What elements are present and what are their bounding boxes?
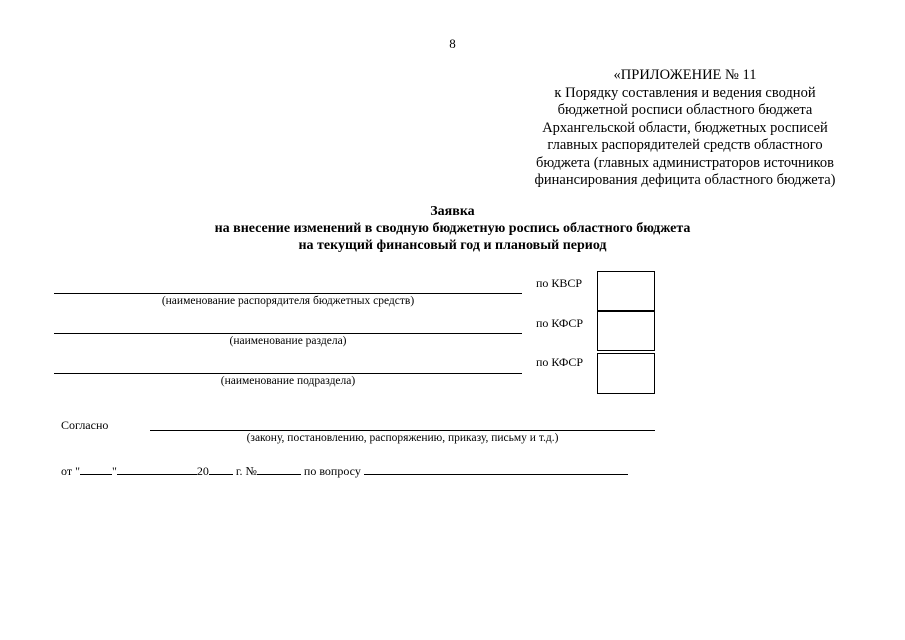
document-title bbox=[0, 203, 905, 254]
page-number: 8 bbox=[449, 36, 456, 51]
section-name-field[interactable] bbox=[54, 333, 522, 334]
month-field[interactable] bbox=[117, 462, 197, 475]
subsection-caption: (наименование подраздела) bbox=[220, 375, 356, 387]
title-line: Заявка bbox=[430, 204, 475, 219]
appendix-line: финансирования дефицита областного бюджета) bbox=[534, 172, 836, 188]
agreement-caption: (закону, постановлению, распоряжению, приказу, письму и т.д.) bbox=[246, 432, 559, 444]
kvsr-code-box[interactable] bbox=[597, 271, 655, 311]
year-prefix: 20 bbox=[196, 464, 209, 478]
appendix-header bbox=[505, 67, 865, 190]
kfsr-section-code-box[interactable] bbox=[597, 311, 655, 351]
date-line bbox=[61, 462, 628, 479]
appendix-line: главных распорядителей средств областного bbox=[547, 137, 823, 153]
year-field[interactable] bbox=[209, 462, 233, 475]
distributor-name-field[interactable] bbox=[54, 293, 522, 294]
appendix-line: «ПРИЛОЖЕНИЕ № 11 bbox=[613, 67, 757, 83]
appendix-line: Архангельской области, бюджетных росписей bbox=[542, 119, 828, 136]
section-caption: (наименование раздела) bbox=[229, 335, 347, 347]
code-label-kfsr-subsection: по КФСР bbox=[536, 355, 584, 369]
day-field[interactable] bbox=[80, 462, 112, 475]
date-quote: " bbox=[111, 464, 117, 478]
appendix-line: бюджетной росписи областного бюджета bbox=[557, 102, 813, 118]
title-line: на внесение изменений в сводную бюджетную роспись областного бюджета bbox=[214, 221, 691, 236]
code-label-kvsr: по КВСР bbox=[536, 276, 583, 290]
code-label-kfsr-section: по КФСР bbox=[536, 316, 584, 330]
appendix-line: к Порядку составления и ведения сводной bbox=[554, 84, 816, 101]
document-number-field[interactable] bbox=[257, 462, 301, 475]
kfsr-subsection-code-box[interactable] bbox=[597, 353, 655, 394]
agreement-label: Согласно bbox=[61, 418, 109, 432]
year-number-label: г. № bbox=[235, 464, 257, 478]
appendix-line: бюджета (главных администраторов источников bbox=[536, 154, 834, 171]
about-field[interactable] bbox=[364, 462, 628, 475]
title-line: на текущий финансовый год и плановый период bbox=[298, 238, 607, 253]
date-from-label: от " bbox=[61, 464, 80, 478]
distributor-caption: (наименование распорядителя бюджетных средств) bbox=[161, 295, 415, 307]
agreement-basis-field[interactable] bbox=[150, 430, 655, 431]
about-label: по вопросу bbox=[303, 464, 361, 478]
subsection-name-field[interactable] bbox=[54, 373, 522, 374]
